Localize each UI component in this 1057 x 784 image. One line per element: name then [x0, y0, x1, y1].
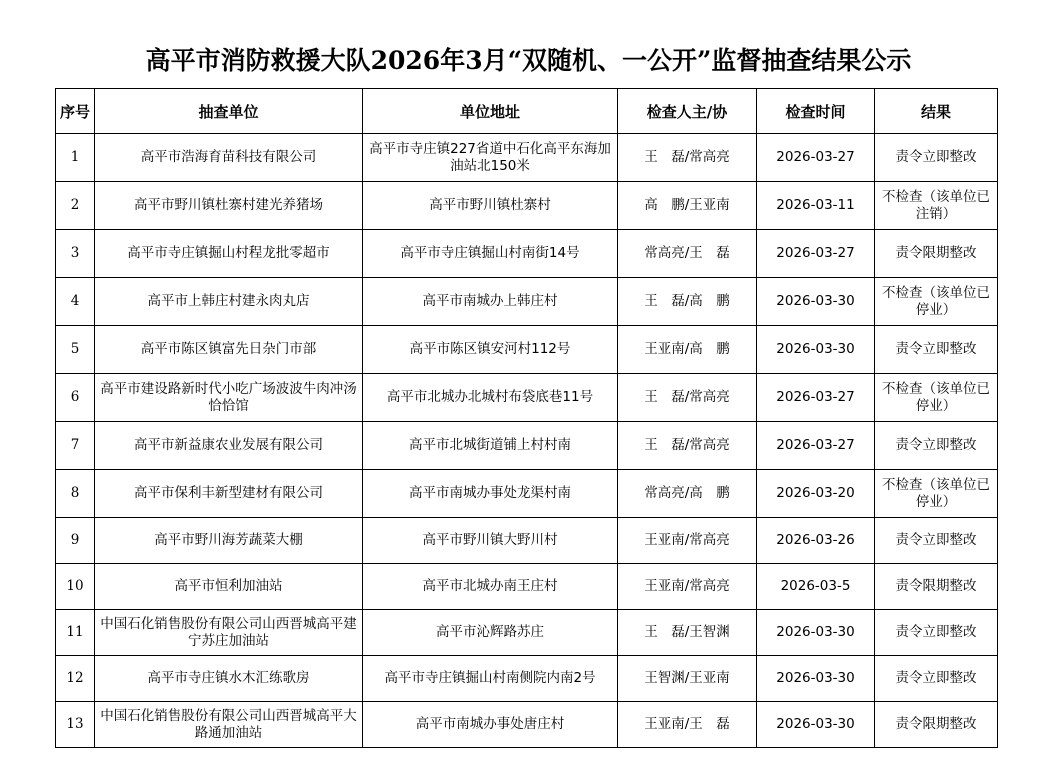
- table-row: [56, 610, 998, 656]
- table-row: [56, 134, 998, 182]
- cell-inspectors: 王 磊/常高亮: [618, 422, 757, 470]
- cell-result: 责令立即整改: [875, 134, 998, 182]
- cell-unit: 高平市恒利加油站: [95, 564, 363, 610]
- cell-index: 6: [56, 374, 95, 422]
- cell-address: 高平市南城办事处唐庄村: [363, 702, 618, 748]
- header-address: 单位地址: [363, 89, 618, 134]
- cell-result: 责令立即整改: [875, 518, 998, 564]
- header-index: 序号: [56, 89, 95, 134]
- cell-address: 高平市野川镇杜寨村: [363, 182, 618, 230]
- table-row: [56, 702, 998, 748]
- cell-inspectors: 王智渊/王亚南: [618, 656, 757, 702]
- cell-address: 高平市南城办上韩庄村: [363, 278, 618, 326]
- cell-date: 2026-03-27: [757, 374, 875, 422]
- cell-date: 2026-03-20: [757, 470, 875, 518]
- cell-result: 责令限期整改: [875, 702, 998, 748]
- cell-result: 不检查（该单位已注销）: [875, 182, 998, 230]
- cell-address: 高平市北城街道铺上村村南: [363, 422, 618, 470]
- table-body: [56, 134, 998, 748]
- cell-index: 7: [56, 422, 95, 470]
- cell-index: 13: [56, 702, 95, 748]
- cell-result: 责令立即整改: [875, 422, 998, 470]
- cell-unit: 高平市野川镇杜寨村建光养猪场: [95, 182, 363, 230]
- cell-index: 3: [56, 230, 95, 278]
- cell-index: 9: [56, 518, 95, 564]
- cell-inspectors: 高 鹏/王亚南: [618, 182, 757, 230]
- cell-address: 高平市北城办南王庄村: [363, 564, 618, 610]
- cell-address: 高平市沁辉路苏庄: [363, 610, 618, 656]
- cell-date: 2026-03-30: [757, 702, 875, 748]
- cell-unit: 高平市浩海育苗科技有限公司: [95, 134, 363, 182]
- cell-inspectors: 王 磊/高 鹏: [618, 278, 757, 326]
- cell-inspectors: 王 磊/王智渊: [618, 610, 757, 656]
- cell-address: 高平市野川镇大野川村: [363, 518, 618, 564]
- cell-index: 2: [56, 182, 95, 230]
- cell-result: 责令限期整改: [875, 564, 998, 610]
- table-row: [56, 230, 998, 278]
- table-row: [56, 326, 998, 374]
- cell-unit: 高平市野川海芳蔬菜大棚: [95, 518, 363, 564]
- cell-inspectors: 王亚南/王 磊: [618, 702, 757, 748]
- inspection-results-table: [55, 88, 998, 748]
- cell-unit: 高平市寺庄镇掘山村程龙批零超市: [95, 230, 363, 278]
- table-row: [56, 374, 998, 422]
- cell-address: 高平市南城办事处龙渠村南: [363, 470, 618, 518]
- cell-inspectors: 王 磊/常高亮: [618, 374, 757, 422]
- cell-inspectors: 常高亮/王 磊: [618, 230, 757, 278]
- cell-date: 2026-03-26: [757, 518, 875, 564]
- cell-unit: 高平市新益康农业发展有限公司: [95, 422, 363, 470]
- cell-address: 高平市寺庄镇掘山村南侧院内南2号: [363, 656, 618, 702]
- cell-date: 2026-03-30: [757, 278, 875, 326]
- cell-index: 5: [56, 326, 95, 374]
- cell-date: 2026-03-5: [757, 564, 875, 610]
- table-row: [56, 182, 998, 230]
- table-row: [56, 564, 998, 610]
- table-header-row: [56, 89, 998, 134]
- table-row: [56, 422, 998, 470]
- cell-result: 责令立即整改: [875, 610, 998, 656]
- header-inspectors: 检查人主/协: [618, 89, 757, 134]
- cell-date: 2026-03-27: [757, 422, 875, 470]
- cell-address: 高平市寺庄镇掘山村南街14号: [363, 230, 618, 278]
- header-unit: 抽查单位: [95, 89, 363, 134]
- cell-unit: 高平市陈区镇富先日杂门市部: [95, 326, 363, 374]
- cell-index: 1: [56, 134, 95, 182]
- cell-unit: 高平市上韩庄村建永肉丸店: [95, 278, 363, 326]
- cell-address: 高平市寺庄镇227省道中石化高平东海加油站北150米: [363, 134, 618, 182]
- cell-unit: 中国石化销售股份有限公司山西晋城高平大路通加油站: [95, 702, 363, 748]
- table-row: [56, 278, 998, 326]
- cell-unit: 中国石化销售股份有限公司山西晋城高平建宁苏庄加油站: [95, 610, 363, 656]
- cell-result: 不检查（该单位已停业）: [875, 374, 998, 422]
- cell-inspectors: 常高亮/高 鹏: [618, 470, 757, 518]
- cell-result: 责令限期整改: [875, 230, 998, 278]
- table-row: [56, 470, 998, 518]
- cell-index: 10: [56, 564, 95, 610]
- cell-inspectors: 王亚南/高 鹏: [618, 326, 757, 374]
- page-title: 高平市消防救援大队2026年3月“双随机、一公开”监督抽查结果公示: [145, 46, 912, 75]
- cell-date: 2026-03-30: [757, 610, 875, 656]
- cell-unit: 高平市建设路新时代小吃广场波波牛肉冲汤恰恰馆: [95, 374, 363, 422]
- cell-result: 责令立即整改: [875, 326, 998, 374]
- cell-date: 2026-03-30: [757, 326, 875, 374]
- cell-unit: 高平市保利丰新型建材有限公司: [95, 470, 363, 518]
- header-result: 结果: [875, 89, 998, 134]
- cell-inspectors: 王亚南/常高亮: [618, 564, 757, 610]
- header-date: 检查时间: [757, 89, 875, 134]
- cell-unit: 高平市寺庄镇水木汇练歌房: [95, 656, 363, 702]
- cell-result: 不检查（该单位已停业）: [875, 470, 998, 518]
- cell-date: 2026-03-27: [757, 134, 875, 182]
- cell-index: 12: [56, 656, 95, 702]
- table-row: [56, 656, 998, 702]
- cell-address: 高平市北城办北城村布袋底巷11号: [363, 374, 618, 422]
- cell-result: 责令立即整改: [875, 656, 998, 702]
- cell-date: 2026-03-27: [757, 230, 875, 278]
- cell-index: 11: [56, 610, 95, 656]
- cell-result: 不检查（该单位已停业）: [875, 278, 998, 326]
- cell-index: 8: [56, 470, 95, 518]
- cell-address: 高平市陈区镇安河村112号: [363, 326, 618, 374]
- cell-date: 2026-03-11: [757, 182, 875, 230]
- cell-date: 2026-03-30: [757, 656, 875, 702]
- cell-inspectors: 王亚南/常高亮: [618, 518, 757, 564]
- cell-index: 4: [56, 278, 95, 326]
- table-row: [56, 518, 998, 564]
- cell-inspectors: 王 磊/常高亮: [618, 134, 757, 182]
